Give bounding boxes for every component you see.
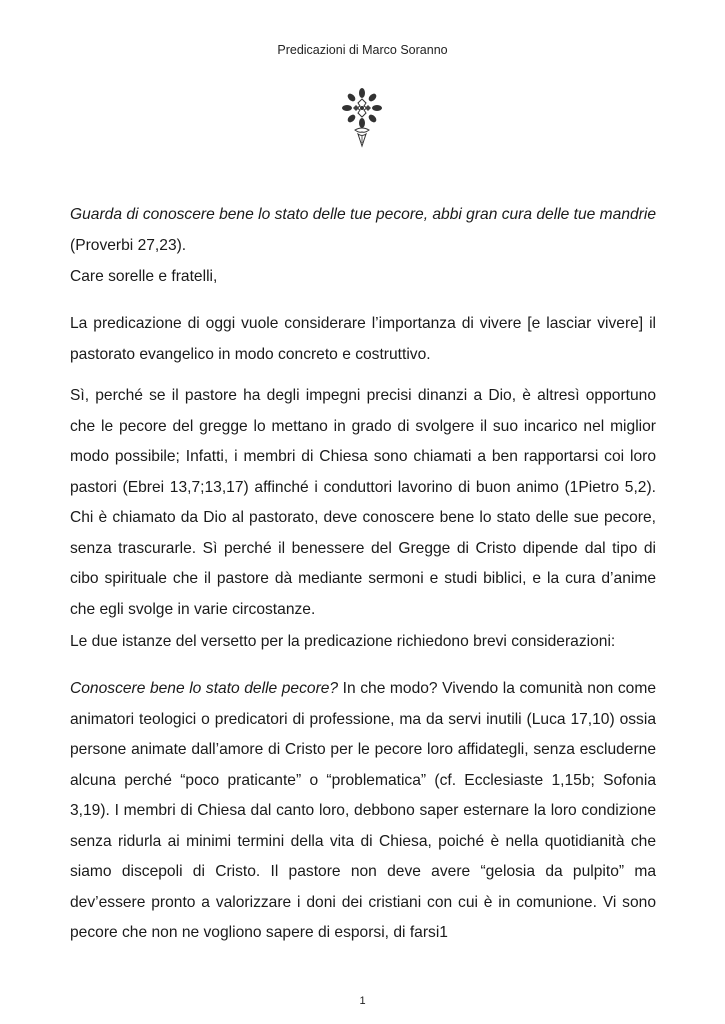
knowing-question: Conoscere bene lo stato delle pecore? — [70, 680, 339, 697]
intro-text: La predicazione di oggi vuole considerare l’importanza di vivere [e lasciar vivere] il pastorato evangelico in modo concreto e costruttivo. — [70, 315, 656, 363]
intro-paragraph — [70, 309, 656, 370]
main-paragraph — [70, 381, 656, 625]
verse-text: Guarda di conoscere bene lo stato delle tue pecore, abbi gran cura delle tue mandrie — [70, 206, 657, 223]
knowing-paragraph — [70, 674, 656, 949]
instances-text: Le due istanze del versetto per la predicazione richiedono brevi considerazioni: — [70, 633, 616, 650]
instances-paragraph — [70, 627, 656, 658]
main-text: Sì, perché se il pastore ha degli impegni precisi dinanzi a Dio, è altresì opportuno che le pecore del gregge lo mettano in grado di svolgere il suo incarico nel miglior modo possibile; Infatti, i membri di Chiesa sono chiamati a ben rapportarsi coi loro pastori (Ebrei 13,7;13,17) affinché i conduttori lavorino di buon animo (1Pietro 5,2). Chi è chiamato da Dio al pastorato, deve conoscere bene lo stato delle sue pecore, senza trascurarle. Sì perché il benessere del Gregge di Cristo dipende dal tipo di cibo spirituale che il pastore dà mediante sermoni e studi biblici, e la cura d’anime che egli svolge in varie circostanze. — [70, 387, 656, 618]
page-number: 1 — [359, 995, 366, 1007]
opening-verse — [70, 200, 656, 261]
greeting-text: Care sorelle e fratelli, — [70, 268, 218, 285]
greeting-paragraph — [70, 262, 656, 293]
verse-reference: (Proverbi 27,23). — [70, 236, 187, 254]
cross-flower-emblem-icon — [337, 86, 387, 152]
knowing-text: In che modo? Vivendo la comunità non come animatori teologici o predicatori di professione, ma da servi inutili (Luca 17,10) ossia persone animate dall’amore di Cristo per le pecore loro affidategli, senza escluderne alcuna perché “poco praticante” o “problematica” (cf. Ecclesiaste 1,15b; Sofonia 3,19). I membri di Chiesa dal canto loro, debbono saper esternare la loro condizione senza ridurla ai minimi termini della vita di Chiesa, poiché è nella quotidianità che siamo discepoli di Cristo. Il pastore non deve avere “gelosia da pulpito” ma dev’essere pronto a valorizzare i doni dei cristiani con cui è in comunione. Vi sono pecore che non ne vogliono sapere di esporsi, di farsi1 — [70, 680, 656, 941]
page-header-title: Predicazioni di Marco Soranno — [277, 43, 448, 57]
